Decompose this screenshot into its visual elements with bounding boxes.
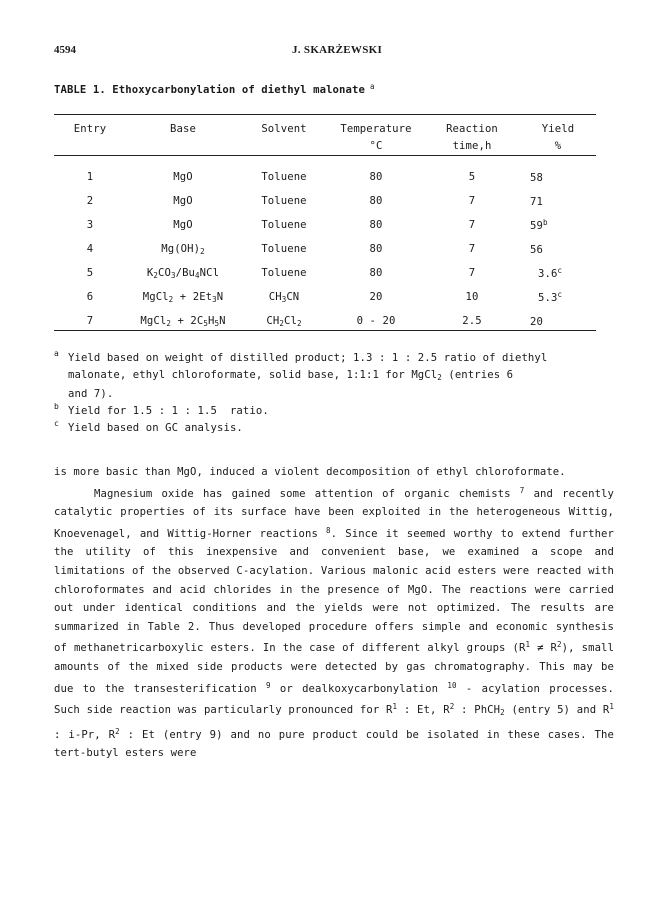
cell-solvent: $CH_3CN$ [268, 290, 300, 304]
cell-base: $K_2CO_3/Bu_4NCl$ [146, 266, 220, 280]
footnote-b [54, 403, 614, 420]
table-caption [54, 82, 375, 96]
cell-base: MgCl$_2$ + $2C_5H_5N$ [140, 314, 226, 328]
cell-temperature: 80 [369, 243, 383, 255]
cell-base: MgCl$_2$ + $2Et_3N$ [142, 290, 224, 304]
cell-entry: 5 [86, 267, 94, 279]
cell-entry: 6 [86, 291, 94, 303]
cell-entry: 4 [86, 243, 94, 255]
cell-yield: 58 [530, 172, 543, 184]
cell-temperature: 20 [369, 291, 383, 303]
yield-footnote-mark: c [557, 290, 563, 299]
col-header-solvent: Solvent [261, 123, 307, 135]
page-number: 4594 [54, 44, 76, 56]
cell-temperature: 80 [369, 219, 383, 231]
cell-time: 10 [465, 291, 479, 303]
table-row [54, 309, 596, 333]
paragraph: Magnesium oxide has gained some attention of organic chemists $^7$ and recently catalytic properties of its surface have been exploited in the heterogeneous Wittig, Knoevenagel, and Wittig-Horner reactions $^8$. Since it seemed worthy to extend further the utility of this inexpensive and convenient base, we examined a scope and limitations of the observed C-acylation. Various malonic acid esters were reacted with chloroformates and acid chlorides in the presence of MgO. The reactions were carried out under identical conditions and the yields were not optimized. The results are summarized in Table 2. Thus developed procedure offers simple and economic synthesis of methanetricarboxylic esters. In the case of different alkyl groups $(R^1 \ne R^2)$, small amounts of the mixed side products were detected by gas chromatography. This may be due to the transesterification $^9$ or dealkoxycarbonylation $^{10}$ - acylation processes. Such side reaction was particularly pronounced for $R^1$ : Et, $R^2$ : PhCH$_2$ (entry 5) and $R^1$ : i-Pr, $R^2$ : Et (entry 9) and no pure product could be isolated in these cases. The tert-butyl esters were [54, 485, 615, 760]
col-header-yield: Yield % [541, 123, 575, 152]
footnote-a-line: malonate, ethyl chloroformate, solid base, 1:1:1 for MgCl$_2$ (entries 6 [68, 369, 514, 382]
cell-solvent: Toluene [261, 171, 307, 183]
data-table [54, 116, 596, 333]
cell-temperature: 80 [369, 195, 383, 207]
cell-entry: 2 [86, 195, 94, 207]
footnote-b-mark: b [54, 402, 59, 411]
cell-time: 7 [468, 267, 476, 279]
footnote-c-text: Yield based on GC analysis. [68, 422, 243, 434]
cell-entry: 3 [86, 219, 94, 231]
cell-time: 7 [468, 195, 476, 207]
cell-yield: 59$^b$ [530, 218, 548, 232]
table-row [54, 237, 596, 261]
footnote-c-mark: c [54, 419, 59, 428]
col-header-base: Base [170, 123, 196, 135]
table-row [54, 261, 596, 285]
table-row [54, 189, 596, 213]
reaction-time-unit: time,h [452, 140, 492, 152]
cell-temperature: 80 [369, 171, 383, 183]
col-header-temperature: Temperature °C [340, 123, 412, 152]
temperature-unit: °C [369, 140, 383, 152]
cell-yield: 20 [530, 316, 543, 328]
reference-mark: 8 [326, 525, 331, 535]
table-row [54, 285, 596, 309]
reference-mark: 10 [447, 680, 457, 690]
footnote-a-line: Yield based on weight of distilled product; 1.3 : 1 : 2.5 ratio of diethyl [68, 352, 548, 364]
yield-unit: % [554, 140, 562, 152]
table-footnotes [54, 350, 614, 437]
cell-yield: 71 [530, 196, 543, 208]
cell-yield: 3.6$^c$ [538, 266, 563, 280]
reference-mark: 9 [265, 680, 271, 690]
footnote-c [54, 420, 614, 437]
cell-time: 2.5 [462, 315, 482, 327]
cell-temperature: 80 [369, 267, 383, 279]
cell-yield: 5.3$^c$ [538, 290, 563, 304]
cell-yield: 56 [530, 244, 543, 256]
table-row [54, 155, 596, 189]
footnote-a [54, 350, 614, 403]
cell-solvent: Toluene [261, 267, 307, 279]
cell-base: MgO [173, 195, 193, 207]
cell-base: $Mg(OH)_2$ [161, 242, 205, 256]
reference-mark: 7 [519, 485, 525, 495]
yield-footnote-mark: c [557, 266, 563, 275]
cell-base: MgO [173, 171, 193, 183]
table-top-rule [54, 114, 596, 115]
cell-entry: 1 [86, 171, 94, 183]
running-head: J. SKARŻEWSKI [292, 44, 383, 56]
col-header-reaction-time: Reaction time,h [446, 123, 498, 152]
cell-entry: 7 [86, 315, 94, 327]
table-caption-footnote-mark: a [369, 82, 375, 91]
body-text [54, 463, 614, 763]
cell-solvent: Toluene [261, 243, 307, 255]
cell-time: 5 [468, 171, 476, 183]
table-row [54, 213, 596, 237]
yield-footnote-mark: b [542, 218, 548, 227]
cell-base: MgO [173, 219, 193, 231]
footnote-a-mark: a [54, 349, 59, 358]
cell-time: 7 [468, 219, 476, 231]
cell-time: 7 [468, 243, 476, 255]
paragraph: is more basic than MgO, induced a violent decomposition of ethyl chloroformate. [54, 466, 566, 478]
cell-temperature: 0 - 20 [356, 315, 396, 327]
col-header-entry: Entry [73, 123, 107, 135]
footnote-b-text: Yield for 1.5 : 1 : 1.5 ratio. [68, 405, 269, 417]
table-header-row [54, 116, 596, 155]
cell-solvent: Toluene [261, 195, 307, 207]
cell-solvent: Toluene [261, 219, 307, 231]
footnote-a-line: and 7). [68, 388, 114, 400]
cell-solvent: $CH_2Cl_2$ [266, 314, 302, 328]
table-caption-text: TABLE 1. Ethoxycarbonylation of diethyl malonate [54, 84, 365, 96]
